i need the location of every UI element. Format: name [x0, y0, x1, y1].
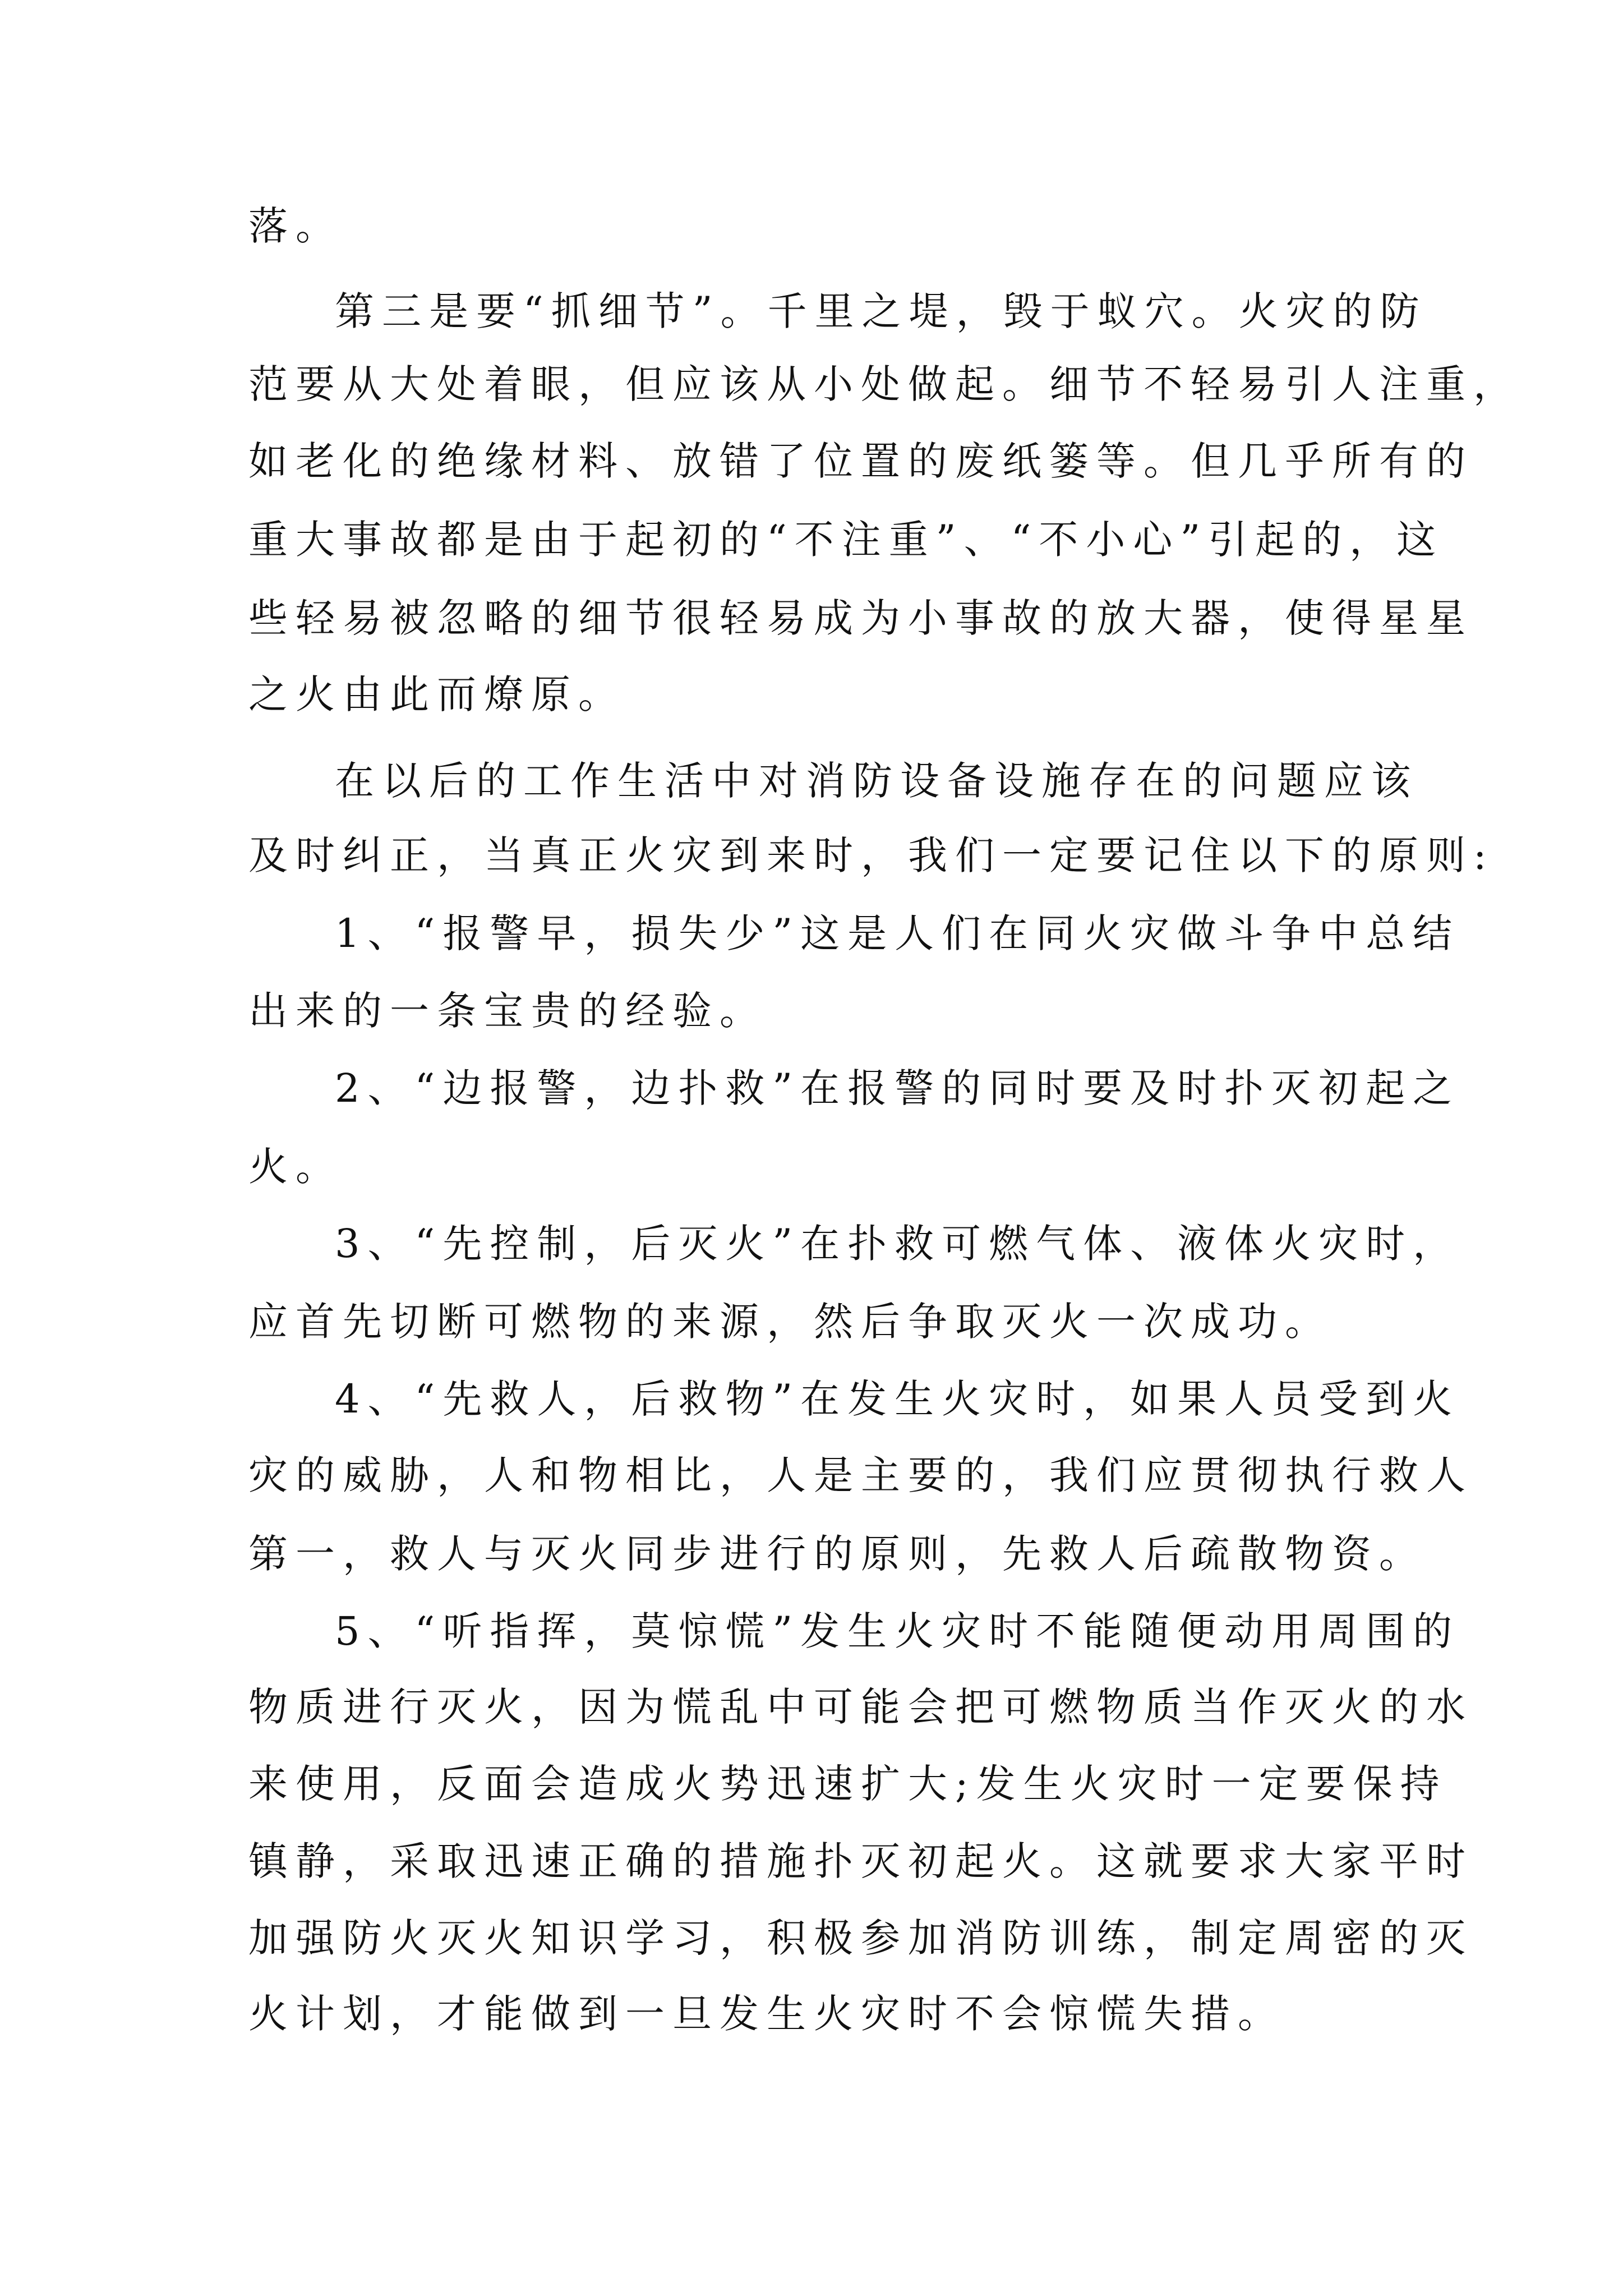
text-line: 范要从大处着眼，但应该从小处做起。细节不轻易引人注重， — [248, 361, 1520, 407]
text-line: 2、“边报警，边扑救”在报警的同时要及时扑灭初起之 — [335, 1065, 1460, 1111]
text-line: 4、“先救人，后救物”在发生火灾时，如果人员受到火 — [335, 1376, 1460, 1422]
text-line: 3、“先控制，后灭火”在扑救可燃气体、液体火灾时， — [335, 1221, 1460, 1267]
text-line: 火。 — [248, 1144, 343, 1190]
text-line: 第一，救人与灭火同步进行的原则，先救人后疏散物资。 — [248, 1531, 1426, 1577]
text-line: 1、“报警早，损失少”这是人们在同火灾做斗争中总结 — [335, 910, 1460, 956]
text-line: 落。 — [248, 203, 343, 249]
text-line: 之火由此而燎原。 — [248, 671, 625, 717]
text-line: 镇静，采取迅速正确的措施扑灭初起火。这就要求大家平时 — [248, 1838, 1473, 1884]
text-line: 在以后的工作生活中对消防设备设施存在的问题应该 — [335, 758, 1418, 804]
text-line: 如老化的绝缘材料、放错了位置的废纸篓等。但几乎所有的 — [248, 438, 1473, 484]
text-line: 5、“听指挥，莫惊慌”发生火灾时不能随便动用周围的 — [335, 1608, 1460, 1654]
text-line: 第三是要“抓细节”。千里之堤，毁于蚁穴。火灾的防 — [335, 288, 1427, 334]
text-line: 加强防火灭火知识学习，积极参加消防训练，制定周密的灭 — [248, 1915, 1473, 1961]
text-line: 应首先切断可燃物的来源，然后争取灭火一次成功。 — [248, 1299, 1332, 1345]
text-line: 出来的一条宝贵的经验。 — [248, 988, 767, 1034]
text-line: 些轻易被忽略的细节很轻易成为小事故的放大器，使得星星 — [248, 595, 1473, 641]
text-line: 灾的威胁，人和物相比，人是主要的，我们应贯彻执行救人 — [248, 1452, 1473, 1498]
text-line: 来使用，反面会造成火势迅速扩大;发生火灾时一定要保持 — [248, 1761, 1447, 1807]
text-line: 物质进行灭火，因为慌乱中可能会把可燃物质当作灭火的水 — [248, 1684, 1473, 1730]
text-line: 火计划，才能做到一旦发生火灾时不会惊慌失措。 — [248, 1991, 1285, 2037]
text-line: 及时纠正，当真正火灾到来时，我们一定要记住以下的原则: — [248, 832, 1495, 878]
text-line: 重大事故都是由于起初的“不注重”、“不小心”引起的，这 — [248, 517, 1444, 563]
